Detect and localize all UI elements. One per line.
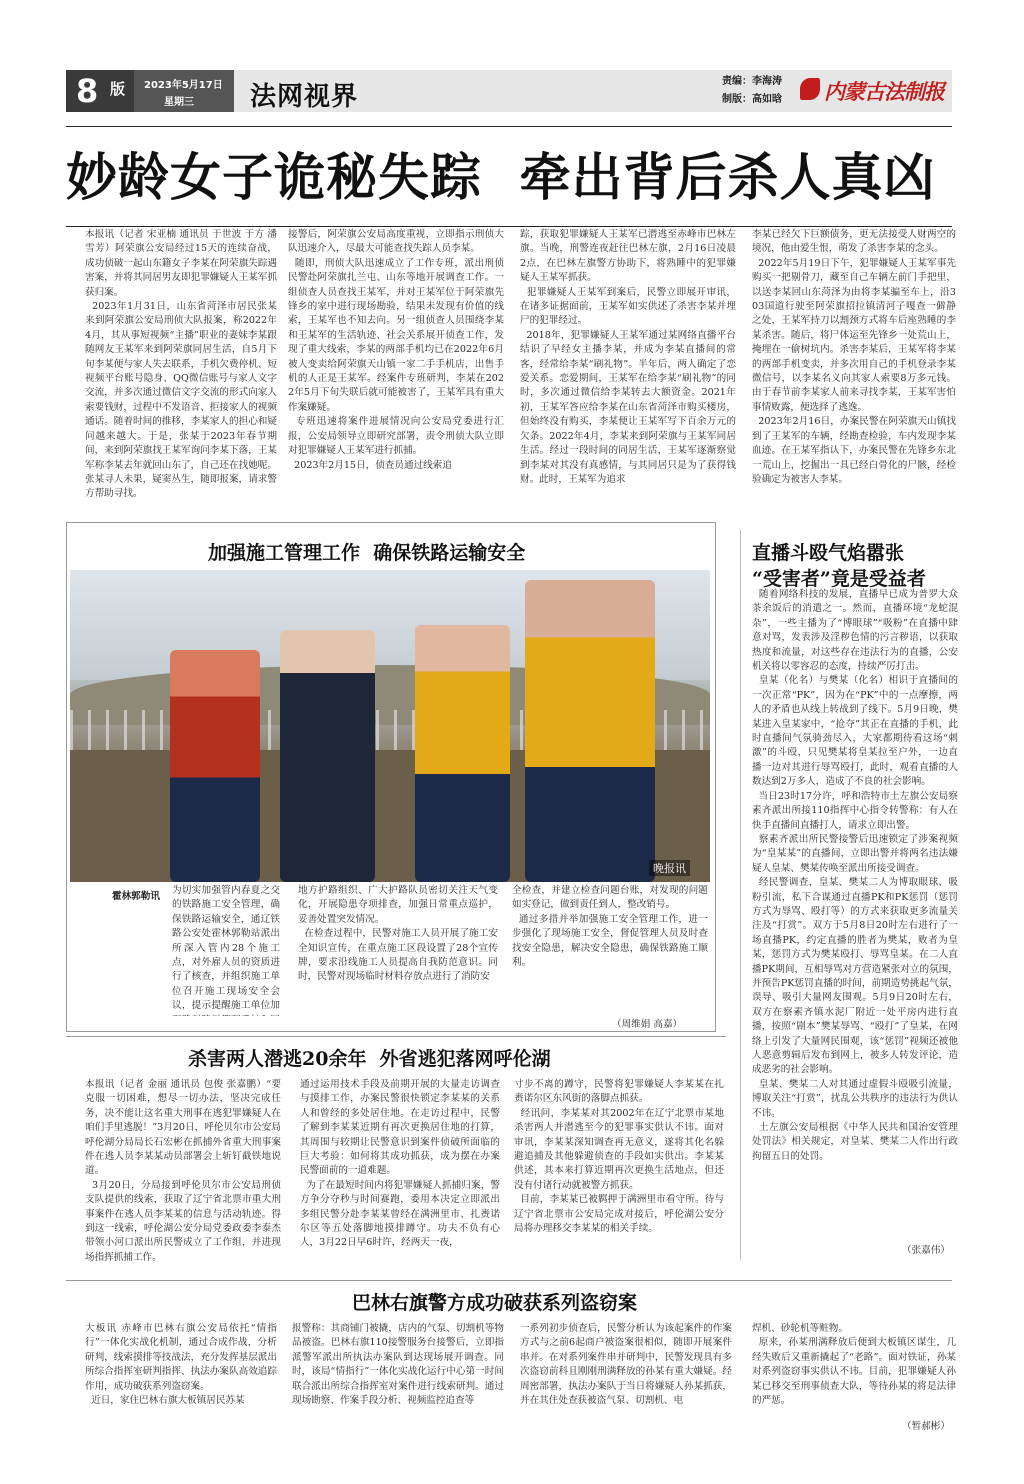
- headline-rule-top: [66, 126, 952, 127]
- railway-byline: （周维娟 高嘉）: [612, 1019, 683, 1030]
- date-block: [134, 70, 234, 112]
- railway-title: 加强施工管理工作 确保铁路运输安全: [208, 542, 526, 564]
- worker-yellow-figure-1: [415, 625, 510, 882]
- issue-date: 2023年5月17日: [144, 80, 223, 91]
- railway-col3: 全检查，并建立检查问题台账，对发现的问题如实登记，做到责任到人，整改销号。 通过多措并举加强施工安全管理工作，进一步强化了现场施工安全，督促管理人员及时查找安全隐患，解决安全隐患，确保铁路施工顺利。: [512, 885, 708, 969]
- theft-byline: （暂郝彬）: [902, 1421, 950, 1432]
- logo-swoosh-icon: [800, 78, 820, 100]
- edition-label: 版: [110, 80, 126, 98]
- theft-col1: 大板讯 赤峰市巴林右旗公安局依托“情指行”一体化实战化机制，通过合成作战，分析研判，线索摸排等技战法，充分发挥基层派出所综合指挥室研判指挥、执法办案队高效追踪作用，成功破获系列盗窃案。 近日，家住巴林右旗大板镇居民苏某: [85, 1323, 277, 1407]
- producer-credit: 制版：高如晗: [722, 94, 782, 105]
- livestream-title-1: 直播斗殴气焰嚣张: [752, 542, 905, 564]
- main-headline: 妙龄女子诡秘失踪 牵出背后杀人真凶: [66, 148, 936, 208]
- main-story-col2: 接警后，阿荣旗公安局高度重视，立即指示刑侦大队迅速介入，尽最大可能查找失踪人员李某。 随即，刑侦大队迅速成立了工作专班，派出刑侦民警赴阿荣旗扎兰屯、山东等地开展调查工作。一组侦查人员查找王某军，并对王某军位于阿荣旗先锋乡的家中进行现场勘验，结果未发现有价值的线索，王某军也不知去向。另一组侦查人员围绕李某和王某军的生活轨迹、社会关系展开侦查工作，发现了重大线索，李某的两部手机均已在2022年6月被人变卖给阿荣旗天山镇一家二手手机店，出售手机的人正是王某军。经案件专班研判，李某在2022年5月下旬失联后就可能被害了，王某军具有重大作案嫌疑。 专班迅速将案件进展情况向公安局党委进行汇报，公安局领导立即研究部署，责令刑侦大队立即对犯罪嫌疑人王某军进行抓捕。 2023年2月15日，侦查员通过线索追: [288, 229, 504, 471]
- issue-weekday: 星期三: [164, 97, 194, 108]
- section-title: 法网视界: [250, 82, 359, 112]
- main-story-col4: 李某已经欠下巨额债务，更无法接受人财两空的境况，他由爱生恨，萌发了杀害李某的念头。 2022年5月19日下午，犯罪嫌疑人王某军事先购买一把剔骨刀，藏至自己车辆左前门手把里，以送李某回山东菏泽为由将李某骗至车上，沿303国道行驶至阿荣旗招拉镇清河子嘎查一僻静之处，王某军持刀以割颈方式将车后座熟睡的李某杀害。随后，将尸体运至先锋乡一处荒山上，掩埋在一偷树坑内。杀害李某后，王某军将李某的两部手机变卖，并多次用自己的手机登录李某微信号，以李某名义向其家人索要8万多元钱。由于春节前李某家人前来寻找李某，王某军害怕事情败露，便选择了逃逸。 2023年2月16日，办案民警在阿荣旗天山镇找到了王某军的车辆，经勘查检验，车内发现李某血迹。在王某军指认下，办案民警在先锋乡东北一荒山上，挖掘出一具已经白骨化的尸骸，经检验确定为被害人李某。: [752, 229, 956, 485]
- theft-col3: 一系列初步侦查后，民警分析认为该起案件的作案方式与之前6起商户被盗案很相似，随即开展案件串并。在对系列案件串并研判中，民警发现具有多次盗窃前科且刚刚刑满释放的孙某有重大嫌疑。经周密部署，执法办案队于当日将嫌疑人孙某抓获，并在其住处查获被盗气泵、切割机、电: [520, 1323, 732, 1407]
- railway-col1: 为切实加强管内春夏之交的铁路施工安全管理，确保铁路运输安全，通辽铁路公安处霍林郭勒站派出所深入管内28个施工点，对外雇人员的资质进行了核查，并组织施工单位召开施工现场安全会议，提示提醒施工单位加: [172, 885, 280, 1012]
- main-story-col1: 本报讯（记者 宋亚楠 通讯员 于世波 于方 潘雪芳）阿荣旗公安局经过15天的连续奋战，成功侦破一起山东籍女子李某在阿荣旗失踪遇害案，并将其同居男友即犯罪嫌疑人王某军抓获归案。 2023年1月31日，山东省菏泽市居民张某来到阿荣旗公安局刑侦大队报案，称2022年4月，其从事短视频“主播”职业的妻妹李某跟随网友王某军来到阿荣旗同居生活，自5月下旬李某便与家人失去联系，手机欠费停机、短视频平台账号隐身、QQ微信账号与家人文字交流，并多次通过微信文字交流的形式向家人索要钱财，过程中不发语音、拒接家人的视频通话。随着时间的推移，李某家人的担心和疑问越来越大。于是，张某于2023年春节期间，来到阿荣旗找王某军询问李某下落，王某军称李某去年就回山东了，自己还在找她呢。张某寻人未果，疑窦丛生，随即报案，请求警方帮助寻找。: [85, 229, 277, 500]
- headline-rule-bottom: [66, 226, 952, 227]
- railway-photo: [70, 570, 710, 882]
- railway-col2: 地方护路组织、广大护路队员密切关注天气变化，开展隐患夺项排查，加强日常重点巡护，妥善处置突发情况。 在检查过程中，民警对施工人员开展了施工安全知识宣传，在重点施工区段设置了28个宣传牌，要求沿线施工人员提高自我防范意识。同时，民警对现场临时材料存放点进行了消防安: [298, 885, 498, 983]
- page-number: 8: [76, 72, 99, 110]
- murder-col2: 通过运用技术手段及前期开展的大量走访调查与摸排工作，办案民警很快锁定李某某的关系人和曾经的多处居住地。在走访过程中，民警了解到李某某近期有再次更换居住地的打算，其周围与较期让民警意识到案件侦破所面临的巨大考验：如何将其成功抓获，成为摆在办案民警面前的一道难题。 为了在最短时间内将犯罪嫌疑人抓捕归案，警方争分夺秒与时间赛跑，委用本决定立即派出多组民警分赴李某某曾经在满洲里市、扎赉诺尔区等五处落脚地摸排蹲守。功夫不负有心人，3月22日早6时许，经两天一夜，: [300, 1079, 500, 1249]
- paper-logo: [800, 74, 950, 106]
- theft-col4: 焊机、砂轮机等赃物。 原来，孙某刑满释放后便到大板镇区谋生，几经失败后又重新撬起了“老路”。面对铁证，孙某对系列盗窃事实供认不讳。目前，犯罪嫌疑人孙某已移交至刑事侦查大队，等待孙某的将是法律的严惩。: [752, 1323, 956, 1407]
- theft-title: 巴林右旗警方成功破获系列盗窃案: [352, 1292, 638, 1314]
- editor-credit: 责编：李海涛: [722, 76, 782, 87]
- worker-orange-figure: [170, 650, 260, 882]
- photo-watermark: 晚报讯: [649, 860, 690, 876]
- theft-rule: [66, 1280, 952, 1281]
- paper-name: 内蒙古法制报: [824, 79, 944, 104]
- murder-col1: 本报讯（记者 金丽 通讯员 包俊 张嘉鹏）“要克服一切困难，想尽一切办法，坚决完成任务，决不能让这名重大刑事在逃犯罪嫌疑人在咱们手里逃脱！”3月20日，呼伦贝尔市公安局呼伦湖分局局长石宏彬在抓捕外省重大刑事案件在逃人员李某某动员部署会上斩钉截铁地说道。 3月20日，分局接到呼伦贝尔市公安局刑侦支队提供的线索，获取了辽宁省北票市重大刑事案件在逃人员李某某的信息与活动轨迹。得到这一线索，呼伦湖公安分局党委政委李泰杰带领小河口派出所民警成立了工作组，并进现场指挥抓捕工作。: [85, 1079, 281, 1263]
- page-number-tab: [66, 70, 134, 112]
- murder-rule: [66, 1036, 726, 1037]
- main-story-col3: 踪，获取犯罪嫌疑人王某军已潜逃至赤峰市巴林左旗。当晚，刑警连夜赶往巴林左旗，2月16日凌晨2点，在巴林左旗警方协助下，将熟睡中的犯罪嫌疑人王某军抓获。 犯罪嫌疑人王某军到案后，民警立即展开审讯，在诸多证据面前，王某军如实供述了杀害李某并埋尸的犯罪经过。 2018年，犯罪嫌疑人王某军通过某网络直播平台结识了早经女主播李某，并成为李某直播间的常客，经常给李某“刷礼物”。半年后，两人确定了恋爱关系。恋爱期间，王某军在给李某“刷礼物”的同时，多次通过微信给李某转去大额资金。2021年初，王某军答应给李某在山东省菏泽市购买楼房，但始终没有购买，李某便让王某军写下百余万元的欠条。2022年4月，李某来到阿荣旗与王某军同居生活。经过一段时间的同居生活，王某军逐渐察觉到李某对其没有真感情，与其同居只是为了获得钱财。此时，王某军为追求: [520, 229, 736, 485]
- railway-caption-lead: 霍林郭勒讯: [112, 891, 160, 902]
- police-officer-figure: [280, 630, 375, 882]
- livestream-body: 随着网络科技的发展，直播早已成为普罗大众茶余饭后的消遣之一。然而，直播环境“龙蛇混杂”，一些主播为了“博眼球”“吸粉”在直播中肆意对骂，发表涉及淫秽色情的污言秽语，以获取热度和流量，对这些存在违法行为的直播，公安机关将以零容忍的态度，持续严厉打击。 皇某（化名）与樊某（化名）相识于直播间的一次正常“PK”，因为在“PK”中的一点摩擦，两人的矛盾也从线上转战到了线下。5月9日晚，樊某进入皇某家中，“抢夺”其正在直播的手机，此时直播间气氛骑劲尽入，大家都期待看这场“刺激”的斗殴，只见樊某将皇某拉至户外，一边直播一边对其进行辱骂殴打，此时，观看直播的人数达到2万多人，造成了不良的社会影响。 当日23时17分许，呼和浩特市土左旗公安局察素齐派出所接110指挥中心指令转警称：有人在快手直播间直播打人，请求立即出警。 察素齐派出所民警接警后迅速锁定了涉案视频为“皇某某”的直播间，立即出警并将两名违法嫌疑人皇某、樊某传唤至派出所接受调查。 经民警调查，皇某、樊某二人为博取眼球、吸粉引流，私下合谋通过直播PK和PK惩罚（惩罚方式为辱骂、殴打等）的方式来获取更多流量关注及“打赏”。双方于5月8日20时左右进行了一场直播PK，约定直播的胜者为樊某，败者为皇某，惩罚方式为樊某殴打、辱骂皇某。在二人直播PK期间，互相辱骂对方营造紧张对立的氛围，并预告PK惩罚直播的时间，前期造势挑起气氛，误导、吸引大量网友围观。5月9日20时左右，双方在察素齐镇水泥厂附近一处平房内进行直播，按照“剧本”樊某辱骂、“殴打”了皇某，在网络上引发了大量网民围观，该“惩罚”视频还被他人恶意剪辑后发布到网上，被多人转发评论，造成恶劣的社会影响。 皇某、樊某二人对其通过虚假斗殴吸引流量，博取关注“打赏”，扰乱公共秩序的违法行为供认不讳。 土左旗公安局根据《中华人民共和国治安管理处罚法》相关规定，对皇某、樊某二人作出行政拘留五日的处罚。: [752, 589, 958, 1162]
- theft-col2: 报警称：其商铺门被撬，店内的气泵、切割机等物品被盗。巴林右旗110接警服务台接警后，立即指派警军派出所执法办案队到达现场展开调查。同时，该局“情指行”一体化实战化运行中心第一时间联合派出所综合指挥室对案件进行线索研判。通过现场勘察、作案手段分析、视频监控追查等: [292, 1323, 504, 1407]
- worker-yellow-figure-2: [525, 580, 655, 882]
- livestream-byline: （张嘉伟）: [902, 1245, 950, 1256]
- murder-col3: 寸步不离的蹲守，民警将犯罪嫌疑人李某某在扎赉诺尔区东风街的落脚点抓获。 经讯问，李某某对其2002年在辽宁北票市某地杀害两人并潜逃至今的犯罪事实供认不讳。面对审讯，李某某深知调查再无意义，遂将其化名躲避追捕及其他躲避侦查的手段如实供出。李某某供述，其本来打算近期再次更换生活地点，但还没有付诸行动就被警方抓获。 目前，李某某已被羁押于满洲里市看守所。待与辽宁省北票市公安局完成对接后，呼伦湖公安分局将办理移交李某某的相关手续。: [514, 1079, 724, 1235]
- livestream-title-2: “受害者”竟是受益者: [752, 568, 926, 590]
- murder-title: 杀害两人潜逃20余年 外省逃犯落网呼伦湖: [188, 1048, 551, 1070]
- right-column-divider: [740, 530, 741, 1260]
